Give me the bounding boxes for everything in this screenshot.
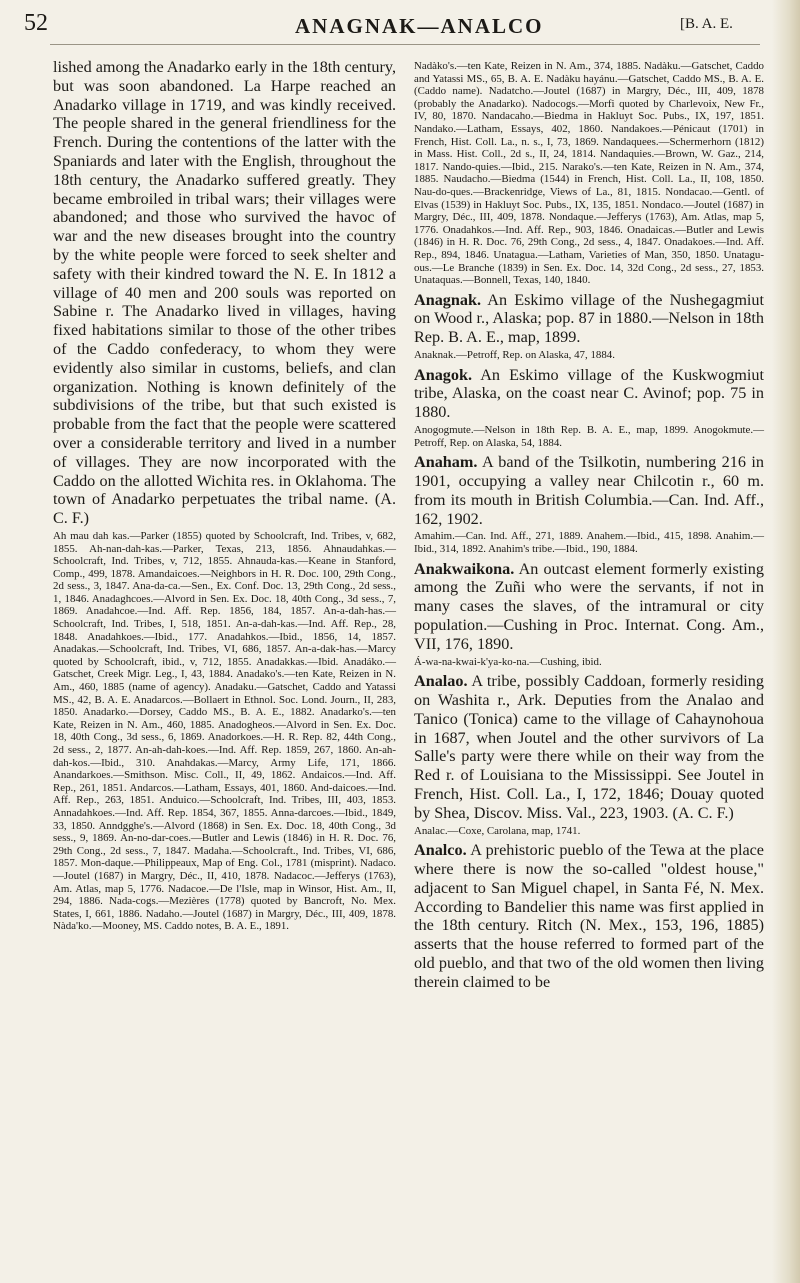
- anadarko-history-paragraph: lished among the Anadarko early in the 18th century, but was soon abandoned. La Harpe reached an Anadarko village in 1719, and was kindly received. The people shared in the general friendliness for the French. During the contentions of the latter with the Spaniards and later with the English, throughout the 18th century, the Anadarko suffered greatly. They became embroiled in tribal wars; their villages were abandoned; and those who survived the havoc of war and the new diseases brought into the country by the white people were forced to seek shelter and safety with their kindred toward the N. E. In 1812 a village of 40 men and 200 souls was reported on Sabine r. The Anadarko lived in villages, having fixed habitations similar to those of the other tribes of the Caddo confederacy, to whom they were evidently also similar in customs, beliefs, and clan organization. Nothing is known definitely of the subdivisions of the tribe, but that such existed is probable from the fact that the people were scattered over a considerable territory and lived in a number of villages. They are now incorporated with the Caddo on the allotted Wichita res. in Oklahoma. The town of Anadarko perpetuates the tribal name. (A. C. F.): [53, 58, 396, 528]
- entry-name-analco: Analco.: [414, 841, 467, 860]
- anadarko-synonymy: Ah mau dah kas.—Parker (1855) quoted by Schoolcraft, Ind. Tribes, v, 682, 1855. Ah-nan-dah-kas.—Parker, Texas, 213, 1856. Ahnaudahkas.—Schoolcraft, Ind. Tribes, v, 712, 1855. Ahnauda-kas.—Keane in Stanford, Comp., 499, 1878. Amandaicoes.—Neighbors in H. R. Doc. 100, 29th Cong., 2d sess., 3, 1847. Ana-da-ca.—Sen., Ex. Conf. Doc. 13, 29th Cong., 2d sess., 1, 1846. Anadaghcoes.—Alvord in Sen. Ex. Doc. 18, 40th Cong., 3d sess., 7, 1869. Anadahcoe.—Ind. Aff. Rep. 1856, 184, 1857. An-a-dah-has.—Schoolcraft, Ind. Tribes, I, 518, 1851. An-a-dah-kas.—Ind. Aff. Rep., 28, 1848. Anadahkoes.—Ibid., 177. Anadahkos.—Ibid., 1856, 14, 1857. Anadakas.—Schoolcraft, Ind. Tribes, VI, 686, 1857. An-a-dak-has.—Marcy quoted by Schoolcraft, ibid., v, 712, 1855. Anadakkas.—Ibid. Anadáko.—Gatschet, Creek Migr. Leg., I, 43, 1884. Anadako's.—ten Kate, Reizen in N. Am., 460, 1885 (name of agency). Anadaku.—Gatschet, Caddo and Yatassi MS., 42, B. A. E. Anadarcos.—Bollaert in Ethnol. Soc. Lond. Journ., II, 283, 1850. Anadarko.—Dorsey, Caddo MS., B. A. E., 1882. Anadarko's.—ten Kate, Reizen in N. Am., 460, 1885. Anadogheos.—Alvord in Sen. Ex. Doc. 18, 40th Cong., 3d sess., 6, 1869. Anadorkoes.—H. R. Rep. 82, 44th Cong., 2d sess., 2, 1877. An-ah-dah-koes.—Ind. Aff. Rep. 1859, 267, 1860. An-ah-dah-kos.—Ibid., 310. Anahdakas.—Marcy, Army Life, 171, 1866. Anandarkoes.—Smithson. Misc. Coll., II, 49, 1862. Andaicos.—Ind. Aff. Rep., 261, 1851. Andarcos.—Latham, Essays, 401, 1860. And-daicoes.—Ind. Aff. Rep., 263, 1851. Anduico.—Schoolcraft, Ind. Tribes, III, 403, 1853. Annadahkoes.—Ind. Aff. Rep. 1854, 367, 1855. Anna-darcoes.—Ibid., 1849, 33, 1850. Anndgghe's.—Alvord (1868) in Sen. Ex. Doc. 18, 40th Cong., 3d sess., 9, 1869. An-no-dar-coes.—Butler and Lewis (1846) in H. R. Doc. 76, 29th Cong., 2d sess., 7, 1847. Madaha.—Schoolcraft., Ind. Tribes, VI, 686, 1857. Mon-daque.—Philippeaux, Map of Eng. Col., 1781 (misprint). Nadaco.—Joutel (1687) in Margry, Déc., II, 410, 1878. Nadacoc.—Jefferys (1763), Am. Atlas, map 5, 1776. Nadacoe.—De l'Isle, map in Winsor, Hist. Am., II, 294, 1886. Nada-cogs.—Mezières (1778) quoted by Bancroft, No. Mex. States, I, 661, 1886. Nadaho.—Joutel (1687) in Margry, Déc., III, 409, 1878. Nàda'ko.—Mooney, MS. Caddo notes, B. A. E., 1891.: [53, 529, 396, 933]
- entry-analao: [414, 672, 764, 822]
- header-rule: [50, 44, 760, 45]
- entry-anakwaikona: [414, 560, 764, 654]
- synonymy-anaham: Amahim.—Can. Ind. Aff., 271, 1889. Anahem.—Ibid., 415, 1898. Anahim.—Ibid., 314, 1892. Anahim's tribe.—Ibid., 190, 1884.: [414, 530, 764, 556]
- page-edge-shadow: [772, 0, 800, 1283]
- page-number: 52: [24, 10, 48, 36]
- synonymy-analao: Analac.—Coxe, Carolana, map, 1741.: [414, 824, 581, 837]
- entry-name-anagnak: Anagnak.: [414, 290, 482, 309]
- entry-text-anaham: A band of the Tsilkotin, numbering 216 in 1901, occupying a valley near Chilcotin r., 60 m. from its mouth in British Columbia.—Can. Ind. Aff., 162, 1902.: [414, 453, 764, 528]
- entry-anaham: [414, 453, 764, 528]
- left-column: [53, 58, 396, 937]
- entry-name-anaham: Anaham.: [414, 453, 478, 472]
- entry-text-analao: A tribe, possibly Caddoan, formerly residing on Washita r., Ark. Deputies from the Analao and Tanico (Tonica) came to the village of Cahaynohoua in 1687, when Joutel and the other survivors of La Salle's party were there while on their way from the Red r. of Louisiana to the Mississippi. See Joutel in French, Hist. Coll. La., I, 172, 1846; Douay quoted by Shea, Discov. Miss. Val., 223, 1903. (A. C. F.): [414, 672, 764, 822]
- section-tag: [B. A. E.: [680, 16, 733, 32]
- entry-text-anagnak: An Eskimo village of the Nushegagmiut on Wood r., Alaska; pop. 87 in 1880.—Nelson in 18th Rep. B. A. E., map, 1899.: [414, 290, 764, 347]
- entry-name-anakwaikona: Anakwaikona.: [414, 559, 515, 578]
- right-column: [414, 58, 764, 992]
- running-head: ANAGNAK—ANALCO: [295, 14, 544, 38]
- entry-analco: [414, 841, 764, 991]
- synonymy-anagnak: Anaknak.—Petroff, Rep. on Alaska, 47, 1884.: [414, 349, 615, 362]
- entry-name-analao: Analao.: [414, 672, 468, 691]
- entry-name-anagok: Anagok.: [414, 365, 473, 384]
- synonymy-anakwaikona: Á-wa-na-kwai-k'ya-ko-na.—Cushing, ibid.: [414, 655, 602, 668]
- entry-text-anagok: An Eskimo village of the Kuskwogmiut tribe, Alaska, on the coast near C. Avinof; pop. 75 in 1880.: [414, 365, 764, 422]
- entry-anagok: [414, 366, 764, 422]
- entry-text-analco: A prehistoric pueblo of the Tewa at the place where there is now the so-called "oldest house," adjacent to San Miguel chapel, in Santa Fé, N. Mex. According to Bandelier this name was first applied in the 18th century. Ritch (N. Mex., 153, 196, 1885) asserts that the house referred to formed part of the old pueblo, and that two of the old women then living therein claimed to be: [414, 841, 764, 991]
- entry-text-anakwaikona: An outcast element formerly existing among the Zuñi who were the servants, if not in many cases the slaves, of the intramural or city population.—Cushing in Proc. Internat. Cong. Am., VII, 176, 1890.: [414, 559, 764, 653]
- anadarko-synonymy-continued: Nadàko's.—ten Kate, Reizen in N. Am., 374, 1885. Nadàku.—Gatschet, Caddo and Yatassi MS., 65, B. A. E. Nadàku hayánu.—Gatschet, Caddo MS., B. A. E. (Caddo name). Nadatcho.—Joutel (1687) in Margry, Déc., III, 409, 1878 (probably the Anadarko). Nadocogs.—Morfi quoted by Charlevoix, New Fr., IV, 80, 1870. Nandacaho.—Biedma in Hakluyt Soc. Pubs., IX, 197, 1851. Nandako.—Latham, Essays, 402, 1860. Nandakoes.—Pénicaut (1701) in French, Hist. Coll. La., n. s., I, 73, 1869. Nandaquees.—Schermerhorn (1812) in Mass. Hist. Coll., 2d s., II, 24, 1814. Nandaquies.—Brown, W. Gaz., 214, 1817. Nando-quies.—Ibid., 215. Narako's.—ten Kate, Reizen in N. Am., 374, 1885. Naudacho.—Biedma (1544) in French, Hist. Coll. La., II, 108, 1850. Nau-do-ques.—Brackenridge, Views of La., 81, 1815. Nondacao.—Gentl. of Elvas (1539) in Hakluyt Soc. Pubs., IX, 135, 1851. Nondaco.—Joutel (1687) in Margry, Déc., III, 409, 1878. Nondaque.—Jefferys (1763), Am. Atlas, map 5, 1776. Onadahkos.—Ind. Aff. Rep., 903, 1846. Onadaicas.—Butler and Lewis (1846) in H. R. Doc. 76, 29th Cong., 2d sess., 4, 1847. Onadakoes.—Ind. Aff. Rep., 894, 1846. Unatagua.—Latham, Varieties of Man, 350, 1850. Unatagu-ous.—Le Branche (1839) in Sen. Ex. Doc. 14, 32d Cong., 2d sess., 27, 1853. Unataquas.—Bonnell, Texas, 140, 1840.: [414, 60, 764, 287]
- synonymy-anagok: Anogogmute.—Nelson in 18th Rep. B. A. E., map, 1899. Anogokmute.—Petroff, Rep. on Alaska, 54, 1884.: [414, 424, 764, 449]
- entry-anagnak: [414, 291, 764, 347]
